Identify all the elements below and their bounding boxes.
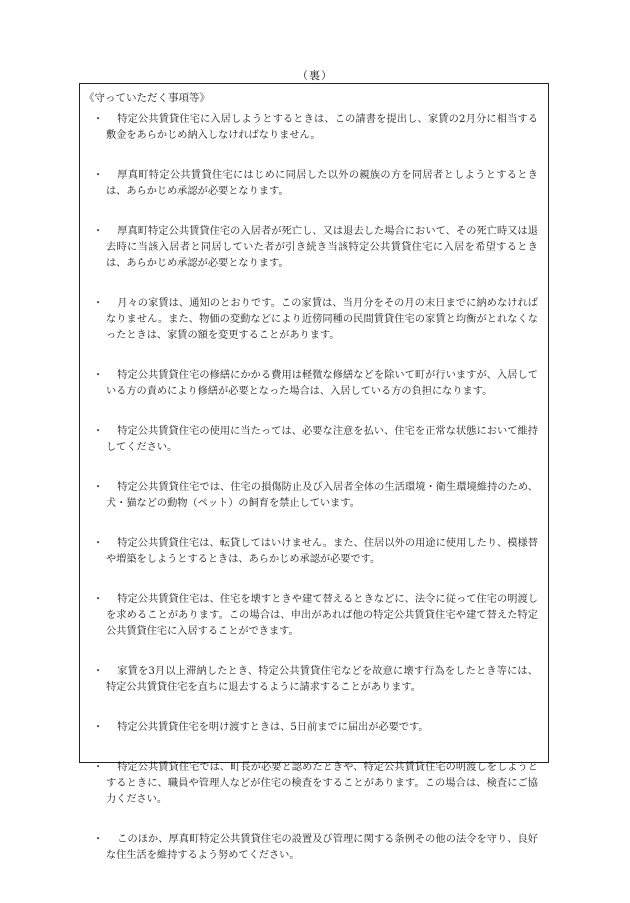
bullet-marker: ・ (93, 170, 104, 181)
bullet-marker: ・ (93, 226, 104, 237)
notice-item (80, 536, 548, 568)
bullet-marker: ・ (93, 538, 104, 549)
notice-item (80, 296, 548, 344)
notice-box (79, 83, 549, 861)
notice-item-text: 厚真町特定公共賃貸住宅の入居者が死亡し、又は退去した場合において、その死亡時又は退去時に当該入居者と同居していた者が引き続き当該特定公共賃貸住宅に入居を希望するときは、あらかじめ承認が必要となります。 (106, 226, 538, 269)
notice-item-text: このほか、厚真町特定公共賃貸住宅の設置及び管理に関する条例その他の法令を守り、良好な住生活を維持するよう努めてください。 (106, 834, 538, 861)
notice-list (80, 112, 548, 888)
notice-item (80, 424, 548, 456)
notice-item-text: 特定公共賃貸住宅の使用に当たっては、必要な注意を払い、住宅を正常な状態において維持してください。 (106, 426, 538, 453)
notice-item (80, 664, 548, 696)
bullet-marker: ・ (93, 298, 104, 309)
bullet-marker: ・ (93, 762, 104, 773)
notice-item-text: 特定公共賃貸住宅では、住宅の損傷防止及び入居者全体の生活環境・衛生環境維持のため、犬・猫などの動物（ペット）の飼育を禁止しています。 (106, 482, 538, 509)
bullet-marker: ・ (93, 370, 104, 381)
notice-item (80, 832, 548, 864)
notice-heading: 《守っていただく事項等》 (84, 92, 210, 104)
notice-item (80, 720, 548, 736)
notice-item (80, 168, 548, 200)
bullet-marker: ・ (93, 114, 104, 125)
notice-item (80, 480, 548, 512)
notice-item (80, 368, 548, 400)
notice-item (80, 112, 548, 144)
bullet-marker: ・ (93, 482, 104, 493)
notice-item-text: 月々の家賃は、通知のとおりです。この家賃は、当月分をその月の末日までに納めなければなりません。また、物価の変動などにより近傍同種の民間賃貸住宅の家賃と均衡がとれなくなったときは、家賃の額を変更することがあります。 (106, 298, 538, 341)
notice-item (80, 592, 548, 640)
notice-item-text: 特定公共賃貸住宅に入居しようとするときは、この請書を提出し、家賃の2月分に相当する敷金をあらかじめ納入しなければなりません。 (106, 114, 538, 141)
page-side-label: （裏） (297, 69, 333, 82)
bullet-marker: ・ (93, 594, 104, 605)
bullet-marker: ・ (93, 426, 104, 437)
bullet-marker: ・ (93, 834, 104, 845)
bullet-marker: ・ (93, 722, 104, 733)
notice-item (80, 760, 548, 808)
notice-item-text: 特定公共賃貸住宅を明け渡すときは、5日前までに届出が必要です。 (117, 722, 429, 733)
notice-item-text: 特定公共賃貸住宅は、転貸してはいけません。また、住居以外の用途に使用したり、模様替や増築をしようとするときは、あらかじめ承認が必要です。 (106, 538, 538, 565)
notice-item-text: 家賃を3月以上滞納したとき、特定公共賃貸住宅などを故意に壊す行為をしたとき等には、特定公共賃貸住宅を直ちに退去するように請求することがあります。 (106, 666, 538, 693)
notice-item-text: 特定公共賃貸住宅は、住宅を壊すときや建て替えるときなどに、法令に従って住宅の明渡しを求めることがあります。この場合は、申出があれば他の特定公共賃貸住宅や建て替えた特定公共賃貸住宅に入居することができます。 (106, 594, 538, 637)
bullet-marker: ・ (93, 666, 104, 677)
notice-item-text: 特定公共賃貸住宅では、町長が必要と認めたときや、特定公共賃貸住宅の明渡しをしようとするときに、職員や管理人などが住宅の検査をすることがあります。この場合は、検査にご協力ください。 (106, 762, 538, 805)
notice-item-text: 特定公共賃貸住宅の修繕にかかる費用は軽微な修繕などを除いて町が行いますが、入居している方の責めにより修繕が必要となった場合は、入居している方の負担になります。 (106, 370, 538, 397)
notice-item (80, 224, 548, 272)
notice-item-text: 厚真町特定公共賃貸住宅にはじめに同居した以外の親族の方を同居者としようとするときは、あらかじめ承認が必要となります。 (106, 170, 538, 197)
